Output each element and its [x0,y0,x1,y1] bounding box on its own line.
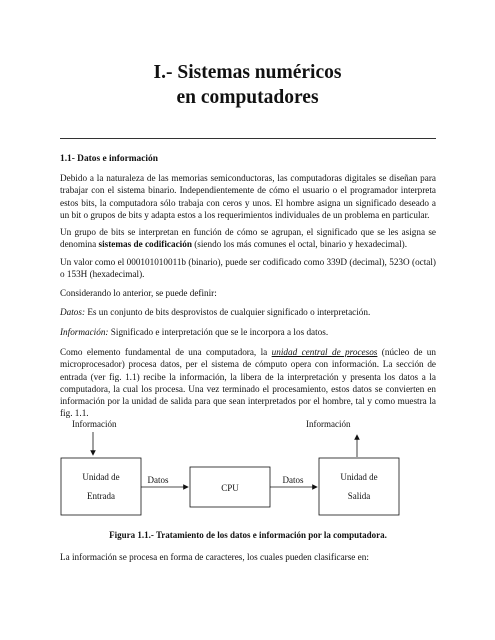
datos-output-label: Datos [282,475,304,485]
input-unit-label-line1: Unidad de [82,472,120,482]
definition-term: Datos: [60,307,86,317]
paragraph-characters: La información se procesa en forma de caracteres, los cuales pueden clasificarse en: [60,552,369,562]
title-line-1: I.- Sistemas numéricos [153,62,342,83]
coding-systems-term: sistemas de codificación [98,239,192,250]
input-unit-box [61,458,141,515]
input-unit-label-line2: Entrada [87,491,115,501]
title-line-2: en computadores [176,87,319,108]
paragraph-binary-system: Debido a la naturaleza de las memorias semiconductoras, las computadoras digitales se diseñan para trabajar con el sistema binario. Independientemente de cómo el usuario o el programador interpreta estos bits, la computadora sólo trabaja con ceros y unos. El hombre asigna un significado deseado a un bit o grupos de bits y adapta estos a los requerimientos individuales de un problema en particular. [60,173,436,220]
figure-caption: Figura 1.1.- Tratamiento de los datos e información por la computadora. [109,530,387,540]
info-input-label: Información [72,419,117,429]
cpu-term: unidad central de procesos [271,347,378,357]
paragraph-text: Como elemento fundamental de una computadora, la [60,347,272,357]
definition-term: Información: [60,327,109,337]
output-unit-label-line1: Unidad de [340,472,378,482]
paragraph-text: Un grupo de bits se interpretan en función de cómo se agrupan, el significado que se les asigna se denomina [60,227,436,250]
definition-text: Es un conjunto de bits desprovistos de cualquier significado o interpretación. [85,307,371,317]
info-output-label: Información [306,419,351,429]
section-heading: 1.1- Datos e información [60,154,158,164]
cpu-label: CPU [221,483,239,493]
output-unit-box [319,458,399,515]
paragraph-definitions-intro: Considerando lo anterior, se puede definir: [60,288,217,298]
paragraph-text: (siendo los más comunes el octal, binario y hexadecimal). [191,239,408,250]
datos-input-label: Datos [147,475,169,485]
output-unit-label-line2: Salida [347,491,371,501]
paragraph-text: (núcleo de un microprocesador) procesa datos, per el sistema de cómputo opera con información. La sección de entrada (ver fig. 1.1) recibe la información, la libera de la interpretación y presenta los datos a la computadora, la cual los procesa. Una vez terminado el procesamiento, estos datos se convierten en información por la unidad de salida para que sean interpretados por el hombre, tal y como muestra la fig. 1.1. [60,347,436,419]
definition-text: Significado e interpretación que se le incorpora a los datos. [108,327,329,337]
paragraph-value-example: Un valor como el 000101010011b (binario), puede ser codificado como 339D (decimal), 523O (octal) o 153H (hexadecimal). [60,257,436,280]
